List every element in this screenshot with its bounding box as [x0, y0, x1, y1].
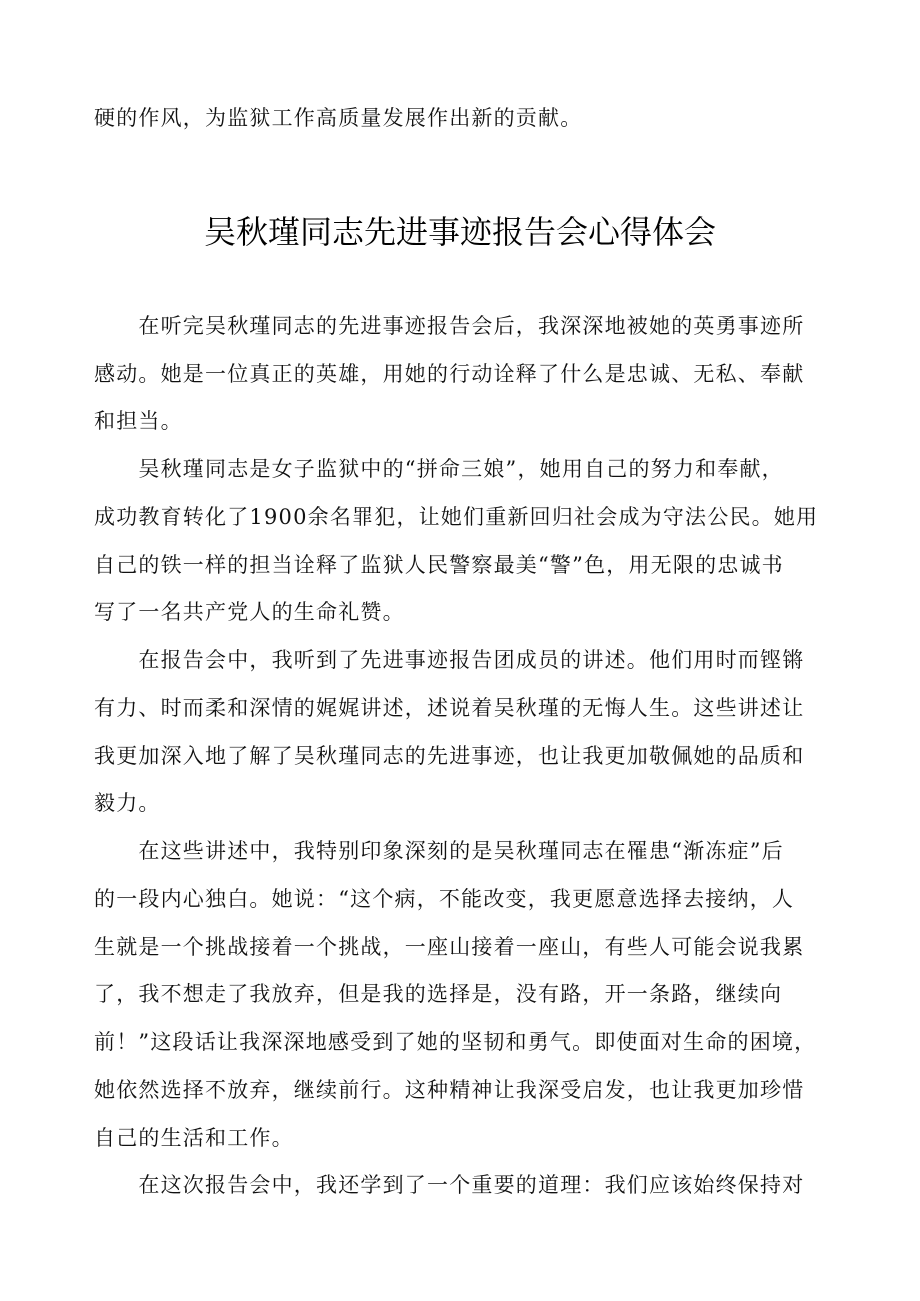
- carryover-text-line: 硬的作风，为监狱工作高质量发展作出新的贡献。: [94, 106, 583, 130]
- body-text-line: 她依然选择不放弃，继续前行。这种精神让我深受启发，也让我更加珍惜: [94, 1078, 805, 1102]
- body-text-line: 在这些讲述中，我特别印象深刻的是吴秋瑾同志在罹患“渐冻症”后: [94, 839, 784, 863]
- body-text-line: 了，我不想走了我放弃，但是我的选择是，没有路，开一条路，继续向: [94, 982, 783, 1006]
- body-text-line: 感动。她是一位真正的英雄，用她的行动诠释了什么是忠诚、无私、奉献: [94, 362, 805, 386]
- body-text-line: 生就是一个挑战接着一个挑战，一座山接着一座山，有些人可能会说我累: [94, 935, 805, 959]
- body-text-line: 有力、时而柔和深情的娓娓讲述，述说着吴秋瑾的无悔人生。这些讲述让: [94, 696, 805, 720]
- body-text-line: 在听完吴秋瑾同志的先进事迹报告会后，我深深地被她的英勇事迹所: [94, 314, 805, 338]
- body-text-line: 吴秋瑾同志是女子监狱中的“拼命三娘”，她用自己的努力和奉献，: [94, 457, 784, 481]
- body-text-line: 在报告会中，我听到了先进事迹报告团成员的讲述。他们用时而铿锵: [94, 648, 805, 672]
- body-text-line: 写了一名共产党人的生命礼赞。: [94, 600, 405, 624]
- body-text-line: 和担当。: [94, 409, 183, 433]
- body-text-line: 毅力。: [94, 791, 161, 815]
- body-text-line: 自己的铁一样的担当诠释了监狱人民警察最美“警”色，用无限的忠诚书: [94, 553, 784, 577]
- body-text-line: 我更加深入地了解了吴秋瑾同志的先进事迹，也让我更加敬佩她的品质和: [94, 744, 805, 768]
- body-text-line: 前！”这段话让我深深地感受到了她的坚韧和勇气。即使面对生命的困境，: [94, 1030, 817, 1054]
- body-text-line: 成功教育转化了1900余名罪犯，让她们重新回归社会成为守法公民。她用: [94, 505, 819, 529]
- body-text-line: 自己的生活和工作。: [94, 1126, 294, 1150]
- document-title: 吴秋瑾同志先进事迹报告会心得体会: [203, 213, 716, 251]
- body-text-line: 的一段内心独白。她说：“这个病，不能改变，我更愿意选择去接纳，人: [94, 887, 795, 911]
- body-text-line: 在这次报告会中，我还学到了一个重要的道理：我们应该始终保持对: [94, 1173, 805, 1197]
